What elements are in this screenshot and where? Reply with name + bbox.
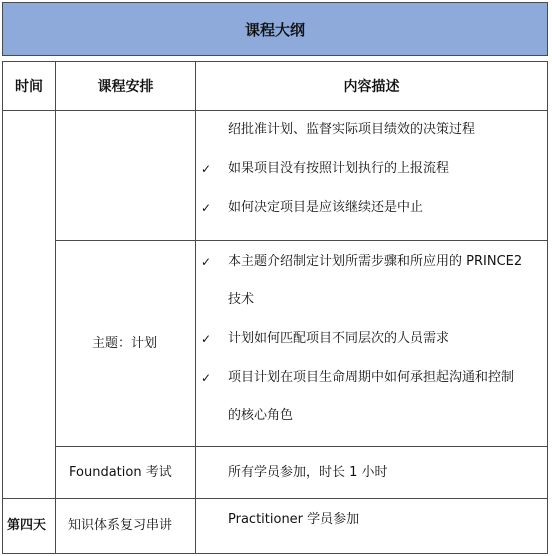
check-icon: ✓ (201, 255, 212, 269)
list-item-continued: 的核心角色 (228, 408, 294, 423)
schedule-topic-plan: 主题：计划 (92, 336, 158, 351)
description-cell-1 (195, 110, 548, 241)
header-schedule: 课程安排 (55, 61, 196, 111)
schedule-review: 知识体系复习串讲 (68, 518, 173, 533)
list-item: 计划如何匹配项目不同层次的人员需求 (228, 331, 450, 346)
description-cell-3 (195, 446, 548, 499)
table-title: 课程大纲 (2, 2, 548, 56)
header-description: 内容描述 (195, 61, 548, 111)
check-icon: ✓ (201, 332, 212, 346)
check-icon: ✓ (201, 162, 212, 176)
description-cell-4 (195, 498, 548, 554)
time-cell-blank (2, 110, 56, 499)
check-icon: ✓ (201, 371, 212, 385)
exam-description: 所有学员参加，时长 1 小时 (228, 465, 388, 480)
check-icon: ✓ (201, 201, 212, 215)
description-cell-2 (195, 240, 548, 447)
schedule-cell-4 (55, 498, 196, 554)
header-time: 时间 (2, 61, 56, 111)
time-cell-day4 (2, 498, 56, 554)
schedule-cell-1 (55, 110, 196, 241)
day-four-label: 第四天 (7, 518, 47, 533)
list-item-continued: 技术 (228, 292, 255, 307)
list-item: 项目计划在项目生命周期中如何承担起沟通和控制 (228, 370, 515, 385)
practitioner-description: Practitioner 学员参加 (228, 512, 360, 527)
list-item: 本主题介绍制定计划所需步骤和所应用的 PRINCE2 (228, 254, 523, 269)
list-item: 绍批准计划、监督实际项目绩效的决策过程 (228, 122, 476, 137)
schedule-foundation-exam: Foundation 考试 (69, 465, 172, 480)
schedule-cell-2 (55, 240, 196, 447)
schedule-cell-3 (55, 446, 196, 499)
list-item: 如何决定项目是应该继续还是中止 (228, 200, 424, 215)
list-item: 如果项目没有按照计划执行的上报流程 (228, 161, 450, 176)
